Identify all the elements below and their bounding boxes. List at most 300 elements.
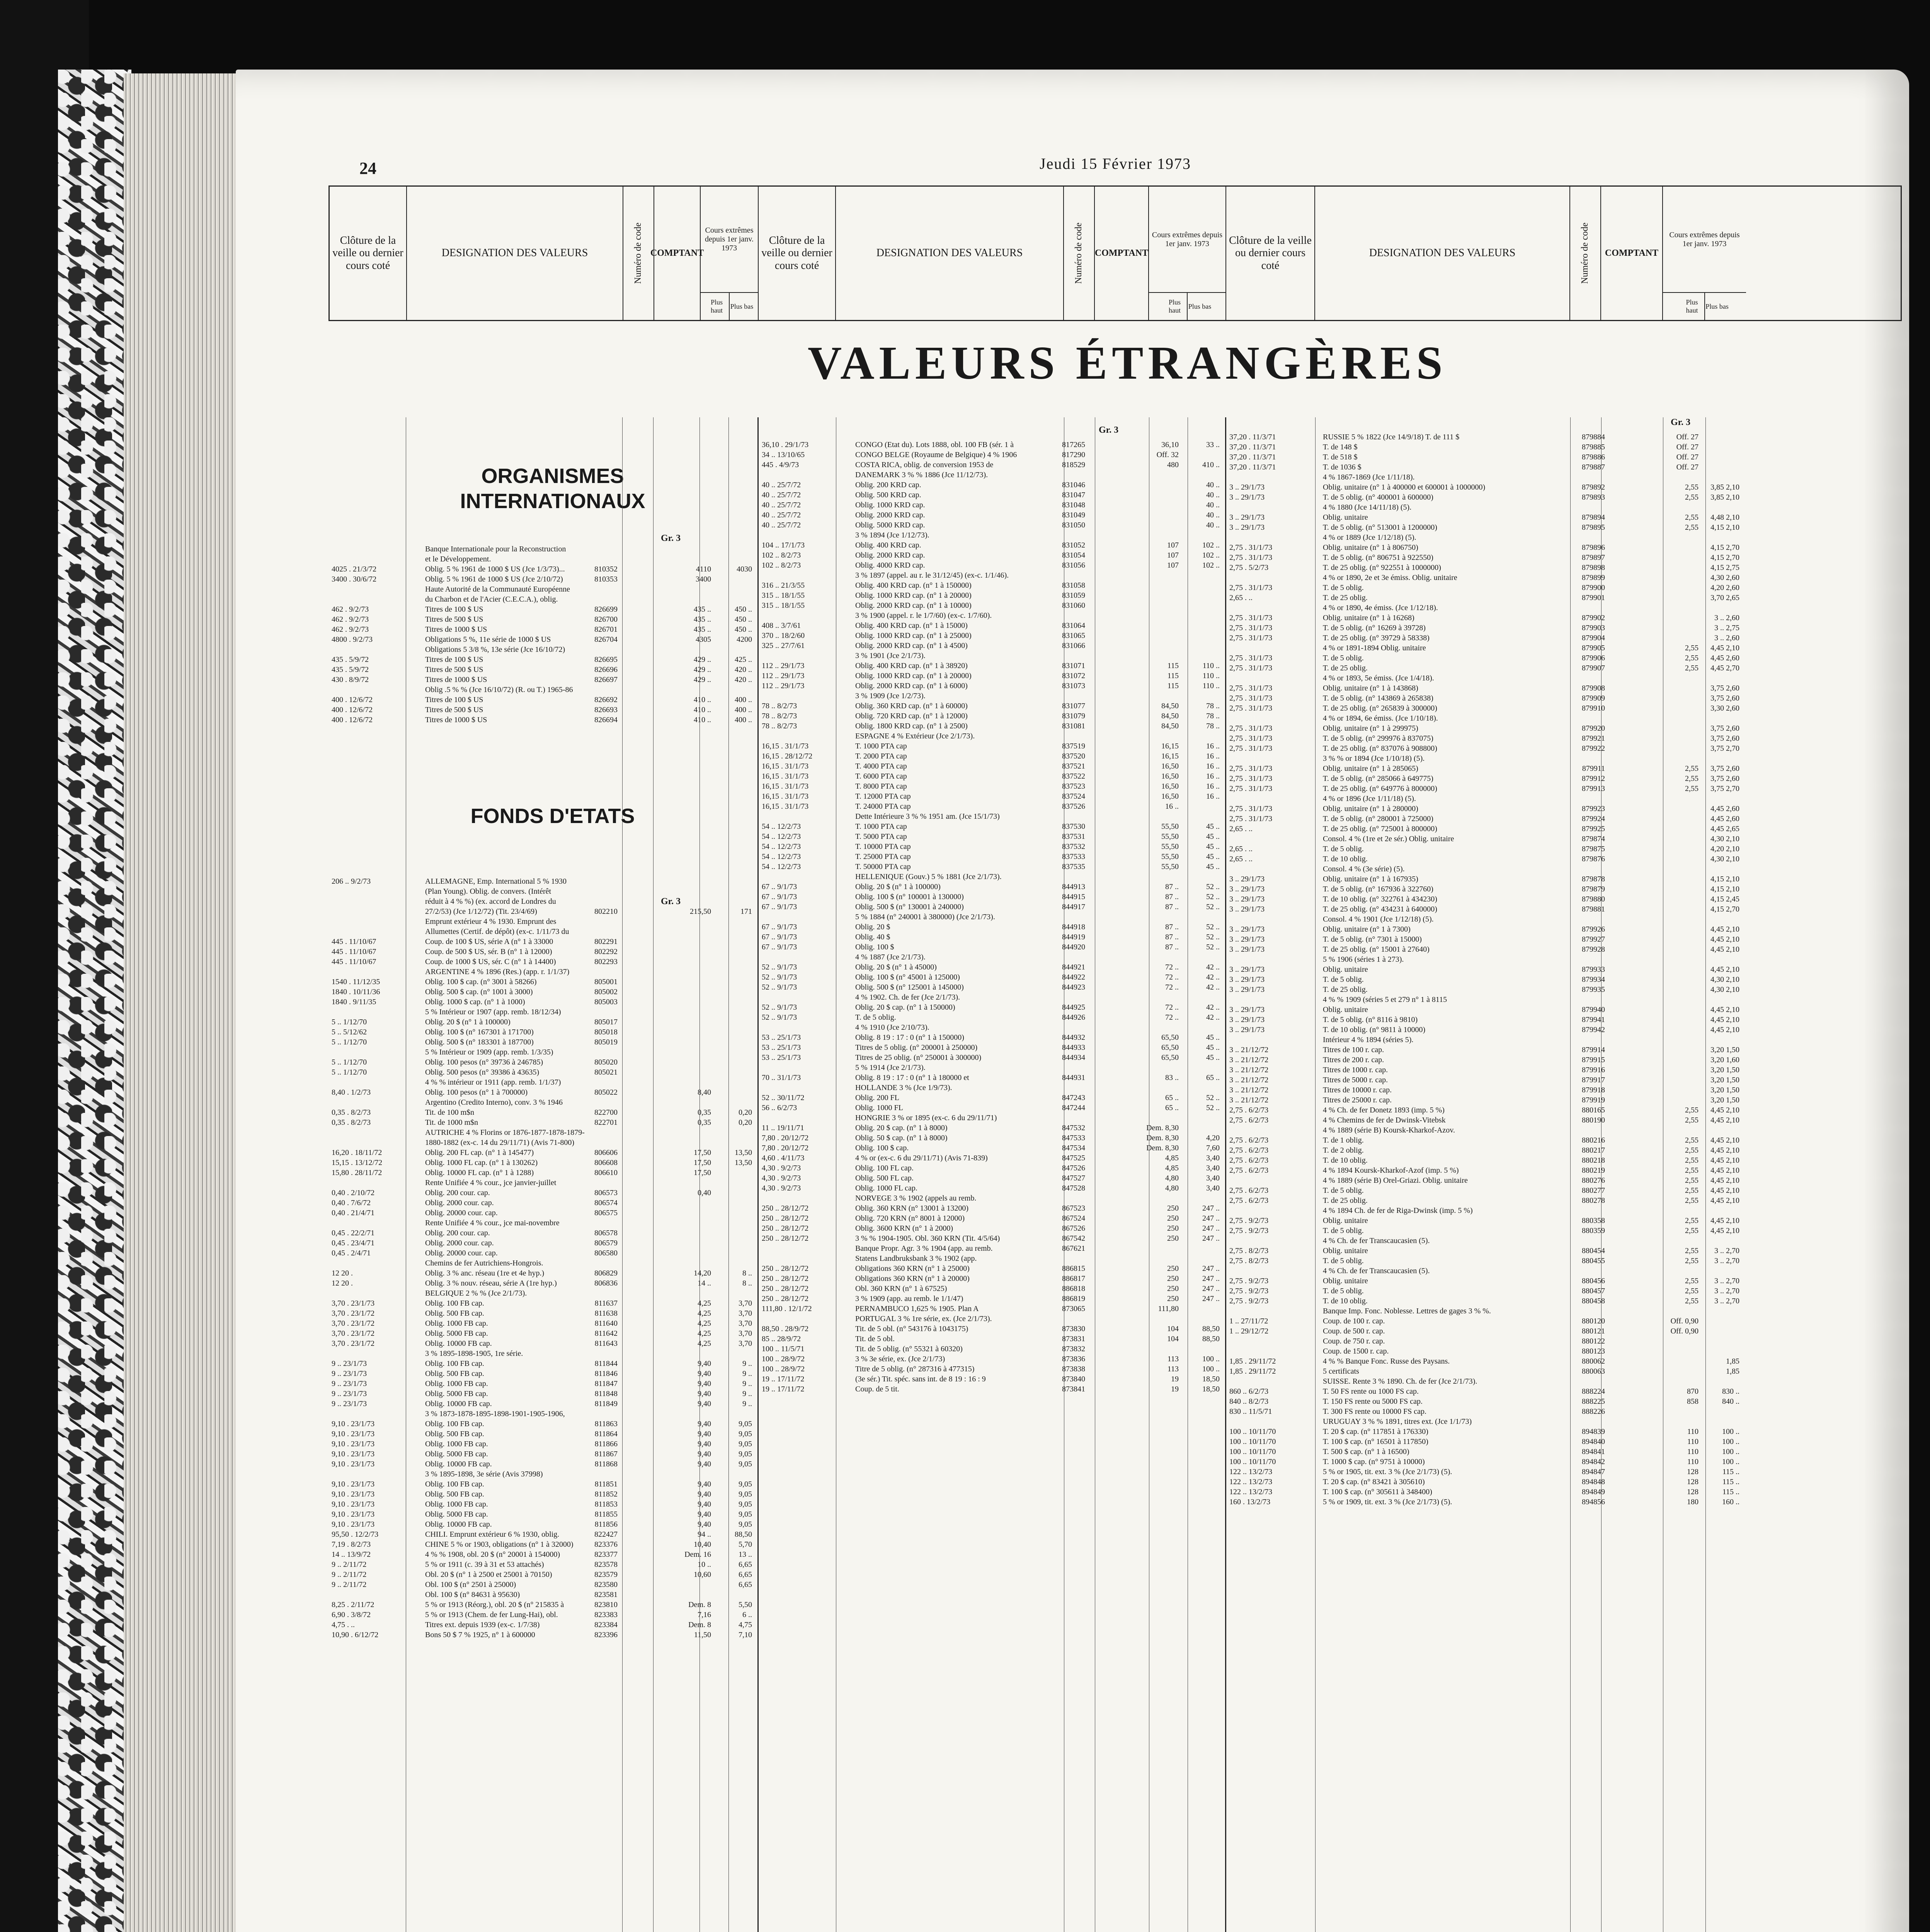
cloture-value: 3400 . 30/6/72	[332, 575, 377, 583]
main-title: VALEURS ÉTRANGÈRES	[808, 337, 1447, 389]
listing-row	[759, 872, 1225, 883]
cours-plus-haut: 87 ..	[1165, 923, 1179, 931]
cours-plus-bas: 160 ..	[1722, 1498, 1739, 1506]
cours-plus-bas: 4030	[737, 565, 752, 573]
section-fonds-etats: FONDS D'ETATS	[470, 804, 635, 828]
cloture-value: 370 .. 18/2/60	[762, 631, 805, 640]
code-number: 880122	[1582, 1337, 1605, 1345]
cours-plus-haut: 250	[1167, 1224, 1179, 1233]
cours-plus-bas: 3,20 1,50	[1710, 1066, 1739, 1074]
designation-text: Oblig. unitaire (n° 1 à 167935)	[1323, 875, 1418, 883]
designation-text: Consol. 4 % 1901 (Jce 1/12/18) (5).	[1323, 915, 1434, 923]
listing-row	[1226, 1156, 1745, 1166]
cours-plus-bas: 45 ..	[1206, 1053, 1220, 1062]
code-number: 844915	[1062, 893, 1085, 901]
cours-plus-bas: 450 ..	[735, 605, 752, 614]
code-number: 831058	[1062, 581, 1085, 590]
code-number: 822700	[594, 1108, 618, 1117]
cours-plus-haut: 55,50	[1161, 862, 1179, 871]
designation-text: Oblig. 20 $ (n° 1 à 45000)	[855, 963, 937, 971]
cloture-value: 88,50 . 28/9/72	[762, 1325, 809, 1333]
listing-row	[1226, 804, 1745, 815]
designation-text: et le Développement.	[425, 555, 491, 563]
cours-plus-haut: 2,55	[1685, 644, 1699, 652]
designation-text: 4 % 1894 Koursk-Kharkof-Azof (imp. 5 %)	[1323, 1166, 1459, 1175]
cloture-value: 2,75 . 31/1/73	[1229, 694, 1273, 702]
listing-row	[1226, 1458, 1745, 1468]
listing-row	[759, 1234, 1225, 1244]
code-number: 823810	[594, 1600, 618, 1609]
listing-row	[1226, 503, 1745, 513]
cours-plus-haut: 110	[1687, 1437, 1699, 1446]
cloture-value: 104 .. 17/1/73	[762, 541, 805, 549]
code-number: 879894	[1582, 513, 1605, 522]
designation-text: T. de 25 oblig. (n° 39729 à 58338)	[1323, 634, 1430, 642]
listing-row	[759, 943, 1225, 953]
designation-text: Oblig. 3 % nouv. réseau, série A (1re hyp.)	[425, 1279, 557, 1287]
cours-plus-haut: 7,16	[698, 1611, 711, 1619]
code-number: 879880	[1582, 895, 1605, 903]
cloture-value: 2,75 . 5/2/73	[1229, 563, 1269, 572]
listing-row	[1226, 764, 1745, 774]
listing-row	[328, 595, 757, 605]
listing-row	[759, 772, 1225, 782]
designation-text: T. de 5 oblig.	[855, 1013, 896, 1022]
cours-plus-haut: 250	[1167, 1264, 1179, 1273]
cours-plus-bas: 5,70	[739, 1540, 752, 1549]
cloture-value: 2,75 . 31/1/73	[1229, 774, 1273, 783]
designation-text: 3 % 1900 (appel. r. le 1/7/60) (ex-c. 1/7/60).	[855, 611, 992, 620]
cours-plus-haut: 14 ..	[698, 1279, 711, 1287]
cours-plus-haut: 2,55	[1685, 1156, 1699, 1165]
cloture-value: 100 .. 10/11/70	[1229, 1458, 1276, 1466]
code-number: 879926	[1582, 925, 1605, 934]
listing-row	[1226, 704, 1745, 714]
cours-plus-bas: 16 ..	[1206, 782, 1220, 791]
code-number: 826700	[594, 615, 618, 624]
designation-text: T. 50 FS rente ou 1000 FS cap.	[1323, 1387, 1419, 1396]
designation-text: T. de 5 oblig. (n° 806751 à 922550)	[1323, 553, 1433, 562]
designation-text: ESPAGNE 4 % Extérieur (Jce 2/1/73).	[855, 732, 975, 740]
cloture-value: 400 . 12/6/72	[332, 706, 373, 714]
code-number: 879941	[1582, 1015, 1605, 1024]
cours-plus-bas: 4,45 2,10	[1710, 1186, 1739, 1195]
cloture-value: 15,80 . 28/11/72	[332, 1168, 382, 1177]
listing-row	[1226, 694, 1745, 704]
cloture-value: 2,75 . 31/1/73	[1229, 583, 1273, 592]
listing-row	[1226, 1036, 1745, 1046]
designation-text: Oblig. 1000 FL	[855, 1104, 903, 1112]
listing-row	[328, 1018, 757, 1028]
cours-plus-bas: 78 ..	[1206, 702, 1220, 710]
cloture-value: 3,70 . 23/1/72	[332, 1329, 375, 1338]
designation-text: CHILI. Emprunt extérieur 6 % 1930, oblig.	[425, 1530, 560, 1539]
cours-plus-bas: 3,70	[739, 1329, 752, 1338]
code-number: 847532	[1062, 1124, 1085, 1132]
code-number: 844933	[1062, 1043, 1085, 1052]
designation-text: Oblig. 200 FL	[855, 1094, 899, 1102]
cours-plus-bas: 9,05	[739, 1420, 752, 1428]
listing-row	[328, 1349, 757, 1359]
designation-text: Oblig. 10000 FL cap. (n° 1 à 1288)	[425, 1168, 534, 1177]
designation-text: T. 50000 PTA cap	[855, 862, 911, 871]
designation-text: Oblig. 20 $ (n° 1 à 100000)	[855, 883, 941, 891]
code-number: 879886	[1582, 453, 1605, 461]
designation-text: Obl. 360 KRN (n° 1 à 67525)	[855, 1284, 947, 1293]
cloture-value: 100 .. 10/11/70	[1229, 1437, 1276, 1446]
code-number: 894856	[1582, 1498, 1605, 1506]
cours-plus-bas: 4,75	[739, 1621, 752, 1629]
cloture-value: 12 20 .	[332, 1279, 353, 1287]
cours-plus-haut: 14,20	[694, 1269, 711, 1277]
cours-plus-bas: 40 ..	[1206, 481, 1220, 489]
cours-plus-bas: 100 ..	[1722, 1458, 1739, 1466]
listing-row	[1226, 1417, 1745, 1427]
code-number: 826696	[594, 665, 618, 674]
cours-plus-haut: 9,40	[698, 1520, 711, 1529]
code-number: 880063	[1582, 1367, 1605, 1376]
listing-row	[1226, 1166, 1745, 1176]
listing-row	[1226, 965, 1745, 975]
code-number: 880456	[1582, 1277, 1605, 1285]
listing-row	[759, 722, 1225, 732]
cours-plus-haut: 870	[1687, 1387, 1699, 1396]
cours-plus-bas: 3,30 2,60	[1710, 704, 1739, 713]
listing-row	[759, 742, 1225, 752]
designation-text: T. de 25 oblig.	[1323, 594, 1368, 602]
cours-plus-haut: 9,40	[698, 1359, 711, 1368]
cloture-value: 2,75 . 31/1/73	[1229, 654, 1273, 662]
designation-text: T. 1000 PTA cap	[855, 742, 907, 750]
listing-row	[1226, 614, 1745, 624]
cours-plus-bas: 420 ..	[735, 665, 752, 674]
cours-plus-haut: 113	[1167, 1365, 1179, 1373]
listing-row	[759, 1284, 1225, 1294]
cloture-value: 4,30 . 9/2/73	[762, 1164, 801, 1172]
cours-plus-bas: 9,05	[739, 1490, 752, 1498]
cloture-value: 5 .. 1/12/70	[332, 1058, 367, 1066]
code-number: 879922	[1582, 744, 1605, 753]
designation-text: Coup. de 750 r. cap.	[1323, 1337, 1385, 1345]
code-number: 879899	[1582, 573, 1605, 582]
section-organismes-internationaux: ORGANISMES INTERNATIONAUX	[460, 464, 645, 513]
listing-row	[1226, 443, 1745, 453]
listing-row	[328, 1289, 757, 1299]
cloture-value: 19 .. 17/11/72	[762, 1375, 805, 1383]
cours-plus-bas: 4,20	[1206, 1134, 1220, 1142]
listing-row	[328, 1329, 757, 1339]
listing-row	[759, 1254, 1225, 1264]
listing-row	[759, 1144, 1225, 1154]
cours-plus-haut: 250	[1167, 1214, 1179, 1223]
cloture-value: 860 .. 6/2/73	[1229, 1387, 1269, 1396]
cours-plus-haut: 0,35	[698, 1108, 711, 1117]
designation-text: Oblig. 20000 cour. cap.	[425, 1209, 498, 1217]
cours-plus-haut: 72 ..	[1165, 1003, 1179, 1012]
code-number: 822427	[594, 1530, 618, 1539]
code-number: 811849	[594, 1400, 618, 1408]
cours-plus-haut: 2,55	[1685, 1297, 1699, 1305]
designation-text: T. de 5 oblig. (n° 167936 à 322760)	[1323, 885, 1433, 893]
listing-row	[1226, 1186, 1745, 1196]
listing-row	[1226, 1267, 1745, 1277]
cours-plus-haut: 9,40	[698, 1389, 711, 1398]
cours-plus-haut: 87 ..	[1165, 943, 1179, 951]
listing-row	[328, 897, 757, 907]
designation-text: Tit. de 5 obl.	[855, 1335, 895, 1343]
cours-plus-bas: 16 ..	[1206, 762, 1220, 770]
code-number: 844917	[1062, 903, 1085, 911]
designation-text: 3 % 3e série, ex. (Jce 2/1/73)	[855, 1355, 945, 1363]
code-number: 879913	[1582, 784, 1605, 793]
designation-text: Oblig. 10000 FB cap.	[425, 1520, 492, 1529]
designation-text: Oblig. 200 KRD cap.	[855, 481, 921, 489]
code-number: 805003	[594, 998, 618, 1006]
code-number: 831054	[1062, 551, 1085, 560]
designation-text: 4 % Ch. de fer Transcaucasien (5).	[1323, 1267, 1430, 1275]
cloture-value: 2,75 . 6/2/73	[1229, 1116, 1269, 1124]
designation-text: Oblig. 1000 KRD cap.	[855, 501, 925, 509]
code-number: 837520	[1062, 752, 1085, 760]
designation-text: 3 % 1873-1878-1895-1898-1901-1905-1906,	[425, 1410, 565, 1418]
header-comptant: COMPTANT	[654, 187, 701, 320]
cloture-value: 16,15 . 31/1/73	[762, 802, 809, 811]
designation-text: AUTRICHE 4 % Florins or 1876-1877-1878-1879-	[425, 1128, 585, 1137]
code-number: 879904	[1582, 634, 1605, 642]
designation-text: Oblig. unitaire	[1323, 1005, 1368, 1014]
designation-text: Oblig. 20 $ cap. (n° 1 à 150000)	[855, 1003, 955, 1012]
listing-row	[328, 575, 757, 585]
cours-plus-bas: 4,45 2,60	[1710, 654, 1739, 662]
code-number: 847525	[1062, 1154, 1085, 1162]
code-number: 880062	[1582, 1357, 1605, 1366]
cloture-value: 53 .. 25/1/73	[762, 1053, 801, 1062]
code-number: 888225	[1582, 1397, 1605, 1406]
designation-text: Oblig. unitaire (n° 1 à 285065)	[1323, 764, 1418, 773]
designation-text: Oblig. 8 19 : 17 : 0 (n° 1 à 150000)	[855, 1033, 964, 1042]
designation-text: Oblig. 500 $ (n° 130001 à 240000)	[855, 903, 964, 911]
designation-text: 1880-1882 (ex-c. 14 du 29/11/71) (Avis 71-800)	[425, 1138, 575, 1147]
cours-plus-bas: 100 ..	[1722, 1437, 1739, 1446]
designation-text: T. de 25 oblig. (n° 434231 à 640000)	[1323, 905, 1437, 913]
listing-row	[759, 682, 1225, 692]
cloture-value: 2,75 . 31/1/73	[1229, 704, 1273, 713]
cours-plus-bas: 100 ..	[1722, 1447, 1739, 1456]
designation-text: Oblig. unitaire	[1323, 1247, 1368, 1255]
cloture-value: 206 .. 9/2/73	[332, 877, 371, 886]
cours-plus-haut: 2,55	[1685, 1116, 1699, 1124]
code-number: 823396	[594, 1631, 618, 1639]
cloture-value: 2,75 . 6/2/73	[1229, 1156, 1269, 1165]
code-number: 831079	[1062, 712, 1085, 720]
designation-text: 4 % or 1894, 6e émiss. (Jce 1/10/18).	[1323, 714, 1438, 723]
group-label-4: Gr. 3	[1671, 417, 1691, 427]
cours-plus-haut: 250	[1167, 1284, 1179, 1293]
cloture-value: 2,65 . ..	[1229, 825, 1253, 833]
cours-plus-bas: 247 ..	[1202, 1214, 1220, 1223]
cloture-value: 3 .. 29/1/73	[1229, 875, 1265, 883]
listing-row	[328, 877, 757, 887]
designation-text: Coup. de 100 $ US, série A (n° 1 à 33000	[425, 937, 553, 946]
designation-text: Oblig. 1000 KRD cap. (n° 1 à 25000)	[855, 631, 972, 640]
designation-text: ARGENTINE 4 % 1896 (Res.) (app. r. 1/1/37)	[425, 968, 570, 976]
listing-row	[759, 1043, 1225, 1053]
code-number: 837531	[1062, 832, 1085, 841]
listing-row	[1226, 684, 1745, 694]
cours-plus-haut: 4,80	[1165, 1184, 1179, 1192]
cloture-value: 40 .. 25/7/72	[762, 511, 801, 519]
designation-text: T. de 5 oblig. (n° 143869 à 265838)	[1323, 694, 1433, 702]
header-designation-2: DESIGNATION DES VALEURS	[836, 187, 1064, 320]
cloture-value: 102 .. 8/2/73	[762, 551, 801, 560]
cours-plus-bas: 6,65	[739, 1560, 752, 1569]
designation-text: Oblig. 100 FB cap.	[425, 1299, 484, 1308]
cours-plus-bas: 110 ..	[1202, 672, 1220, 680]
designation-text: Oblig. 100 pesos (n° 1 à 700000)	[425, 1088, 528, 1097]
cloture-value: 435 . 5/9/72	[332, 655, 369, 664]
code-number: 831073	[1062, 682, 1085, 690]
designation-text: CONGO (Etat du). Lots 1888, obl. 100 FB (sér. 1 à	[855, 440, 1014, 449]
cours-plus-haut: 87 ..	[1165, 893, 1179, 901]
listing-row	[328, 968, 757, 978]
code-number: 831047	[1062, 491, 1085, 499]
code-number: 811846	[594, 1369, 618, 1378]
cours-plus-haut: 16,50	[1161, 782, 1179, 791]
cloture-value: 100 .. 10/11/70	[1229, 1447, 1276, 1456]
designation-text: Oblig. 100 $ cap.	[855, 1144, 909, 1152]
cloture-value: 52 .. 30/11/72	[762, 1094, 805, 1102]
listing-row	[759, 611, 1225, 621]
cours-plus-haut: 180	[1687, 1498, 1699, 1506]
code-number: 873841	[1062, 1385, 1085, 1393]
code-number: 837530	[1062, 822, 1085, 831]
designation-text: Oblig. 20000 cour. cap.	[425, 1249, 498, 1257]
cours-plus-bas: 42 ..	[1206, 1003, 1220, 1012]
cours-plus-bas: 45 ..	[1206, 832, 1220, 841]
designation-text: T. de 25 oblig. (n° 15001 à 27640)	[1323, 945, 1430, 954]
code-number: 879934	[1582, 975, 1605, 984]
cloture-value: 445 . 11/10/67	[332, 957, 376, 966]
code-number: 879919	[1582, 1096, 1605, 1104]
designation-text: 3 % 1901 (Jce 2/1/73).	[855, 651, 926, 660]
designation-text: T. de 25 oblig.	[1323, 985, 1368, 994]
designation-text: COSTA RICA, oblig. de conversion 1953 de	[855, 461, 994, 469]
cloture-value: 2,75 . 31/1/73	[1229, 764, 1273, 773]
listing-row	[328, 1500, 757, 1510]
code-number: 802293	[594, 957, 618, 966]
designation-text: (3e sér.) Tit. spéc. sans int. de 8 19 : 16 : 9	[855, 1375, 986, 1383]
code-number: 811637	[594, 1299, 618, 1308]
cloture-value: 100 .. 28/9/72	[762, 1365, 805, 1373]
listing-row	[1226, 754, 1745, 764]
designation-text: Oblig. 1000 $ cap. (n° 1 à 1000)	[425, 998, 525, 1006]
code-number: 831066	[1062, 641, 1085, 650]
header-cours-extremes-label-2: Cours extrêmes depuis 1er janv. 1973	[1149, 187, 1225, 293]
cloture-value: 15,15 . 13/12/72	[332, 1158, 383, 1167]
designation-text: RUSSIE 5 % 1822 (Jce 14/9/18) T. de 111 $	[1323, 433, 1460, 441]
cours-plus-haut: 0,35	[698, 1118, 711, 1127]
cloture-value: 4,30 . 9/2/73	[762, 1174, 801, 1182]
cours-plus-haut: 2,55	[1685, 1226, 1699, 1235]
cloture-value: 2,75 . 31/1/73	[1229, 684, 1273, 692]
listing-row	[759, 1053, 1225, 1063]
code-number: 837521	[1062, 762, 1085, 770]
header-designation-3: DESIGNATION DES VALEURS	[1315, 187, 1570, 320]
designation-text: Coup. de 5 tit.	[855, 1385, 899, 1393]
cours-plus-bas: 4,45 2,60	[1710, 804, 1739, 813]
stacked-page-edges	[124, 73, 240, 1932]
listing-row	[1226, 855, 1745, 865]
cours-plus-bas: 830 ..	[1722, 1387, 1739, 1396]
listing-row	[328, 585, 757, 595]
cours-plus-haut: 429 ..	[694, 655, 711, 664]
designation-text: Oblig. 3 % anc. réseau (1re et 4e hyp.)	[425, 1269, 545, 1277]
listing-row	[328, 1158, 757, 1168]
designation-text: 4 % or 1890, 2e et 3e émiss. Oblig. unitaire	[1323, 573, 1457, 582]
code-number: 880165	[1582, 1106, 1605, 1114]
listing-column-1	[328, 417, 757, 1932]
code-number: 811852	[594, 1490, 618, 1498]
listing-row	[328, 1148, 757, 1158]
cours-plus-haut: 128	[1687, 1478, 1699, 1486]
designation-text: T. 1000 $ cap. (n° 9751 à 10000)	[1323, 1458, 1425, 1466]
cloture-value: 250 .. 28/12/72	[762, 1294, 809, 1303]
cours-plus-bas: 410 ..	[1202, 461, 1220, 469]
designation-text: T. de 5 oblig.	[1323, 1257, 1364, 1265]
cours-plus-bas: 4,45 2,10	[1710, 644, 1739, 652]
cloture-value: 67 .. 9/1/73	[762, 923, 797, 931]
designation-text: Oblig. 400 KRD cap.	[855, 541, 921, 549]
cloture-value: 40 .. 25/7/72	[762, 481, 801, 489]
listing-row	[1226, 634, 1745, 644]
code-number: 806606	[594, 1148, 618, 1157]
code-number: 879917	[1582, 1076, 1605, 1084]
cours-plus-bas: 3,70 2,65	[1710, 594, 1739, 602]
code-number: 844931	[1062, 1073, 1085, 1082]
cloture-value: 3,70 . 23/1/72	[332, 1319, 375, 1328]
cours-plus-bas: 3 .. 2,70	[1714, 1257, 1739, 1265]
listing-row	[759, 1304, 1225, 1315]
code-number: 802292	[594, 947, 618, 956]
code-number: 886817	[1062, 1274, 1085, 1283]
designation-text: Oblig. 5000 FB cap.	[425, 1389, 488, 1398]
cours-plus-bas: 4,45 2,10	[1710, 1166, 1739, 1175]
cours-plus-bas: 4200	[737, 635, 752, 644]
code-number: 811643	[594, 1339, 618, 1348]
designation-text: T. de 1036 $	[1323, 463, 1362, 471]
code-number: 880454	[1582, 1247, 1605, 1255]
cloture-value: 3 .. 29/1/73	[1229, 945, 1265, 954]
cloture-value: 1540 . 11/12/35	[332, 978, 380, 986]
cours-plus-haut: 4,85	[1165, 1154, 1179, 1162]
listing-row	[328, 1560, 757, 1570]
listing-row	[1226, 1427, 1745, 1437]
cours-plus-bas: 3,70	[739, 1319, 752, 1328]
cloture-value: 16,15 . 28/12/72	[762, 752, 813, 760]
cours-plus-haut: 4,85	[1165, 1164, 1179, 1172]
cloture-value: 3,70 . 23/1/73	[332, 1299, 375, 1308]
cours-plus-bas: 3,75 2,60	[1710, 774, 1739, 783]
code-number: 806573	[594, 1189, 618, 1197]
code-number: 811855	[594, 1510, 618, 1519]
cours-plus-bas: 3,75 2,60	[1710, 684, 1739, 692]
cours-plus-haut: 19	[1171, 1375, 1179, 1383]
cloture-value: 11 .. 19/11/71	[762, 1124, 804, 1132]
cloture-value: 462 . 9/2/73	[332, 615, 369, 624]
code-number: 873830	[1062, 1325, 1085, 1333]
designation-text: T. de 5 oblig.	[1323, 654, 1364, 662]
listing-row	[1226, 1056, 1745, 1066]
